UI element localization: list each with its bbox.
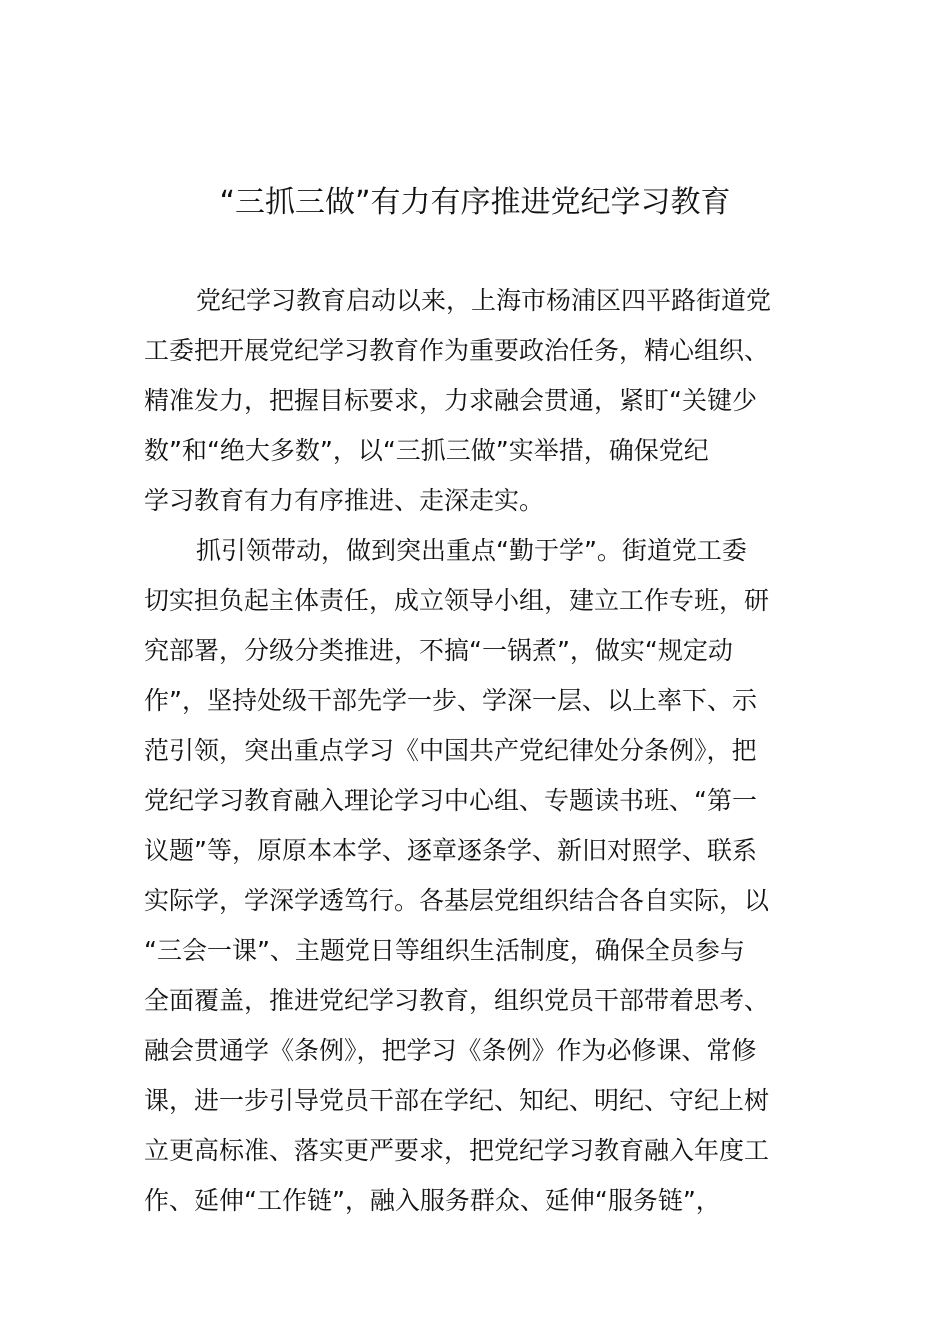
paragraph-line: 课，进一步引导党员干部在学纪、知纪、明纪、守纪上树 bbox=[144, 1086, 770, 1115]
paragraph-line: 作、延伸“工作链”，融入服务群众、延伸“服务链”， bbox=[144, 1186, 721, 1215]
paragraph-line: 议题”等，原原本本学、逐章逐条学、新旧对照学、联系 bbox=[144, 836, 757, 865]
paragraph-line: 立更高标准、落实更严要求，把党纪学习教育融入年度工 bbox=[144, 1136, 770, 1165]
paragraph-line: 切实担负起主体责任，成立领导小组，建立工作专班，研 bbox=[144, 586, 770, 615]
paragraph-line: 数”和“绝大多数”，以“三抓三做”实举措，确保党纪 bbox=[144, 436, 709, 465]
paragraph-line: 精准发力，把握目标要求，力求融会贯通，紧盯“关键少 bbox=[144, 386, 757, 415]
paragraph-line: “三会一课”、主题党日等组织生活制度，确保全员参与 bbox=[144, 936, 745, 965]
paragraph-line: 融会贯通学《条例》，把学习《条例》作为必修课、常修 bbox=[144, 1036, 757, 1065]
document-body bbox=[144, 276, 808, 1226]
paragraph-line: 抓引领带动，做到突出重点“勤于学”。街道党工委 bbox=[196, 536, 747, 565]
paragraph-line: 工委把开展党纪学习教育作为重要政治任务，精心组织、 bbox=[144, 336, 770, 365]
paragraph-line: 党纪学习教育融入理论学习中心组、专题读书班、“第一 bbox=[144, 786, 757, 815]
paragraph-line: 学习教育有力有序推进、走深走实。 bbox=[144, 486, 545, 515]
paragraph-line: 究部署，分级分类推进，不搞“一锅煮”，做实“规定动 bbox=[144, 636, 733, 665]
paragraph-line: 党纪学习教育启动以来，上海市杨浦区四平路街道党 bbox=[196, 286, 772, 315]
document-title: “三抓三做”有力有序推进党纪学习教育 bbox=[219, 185, 731, 220]
paragraph-line: 范引领，突出重点学习《中国共产党纪律处分条例》，把 bbox=[144, 736, 757, 765]
paragraph-line: 实际学，学深学透笃行。各基层党组织结合各自实际，以 bbox=[144, 886, 770, 915]
paragraph-line: 全面覆盖，推进党纪学习教育，组织党员干部带着思考、 bbox=[144, 986, 770, 1015]
paragraph-line: 作”，坚持处级干部先学一步、学深一层、以上率下、示 bbox=[144, 686, 757, 715]
